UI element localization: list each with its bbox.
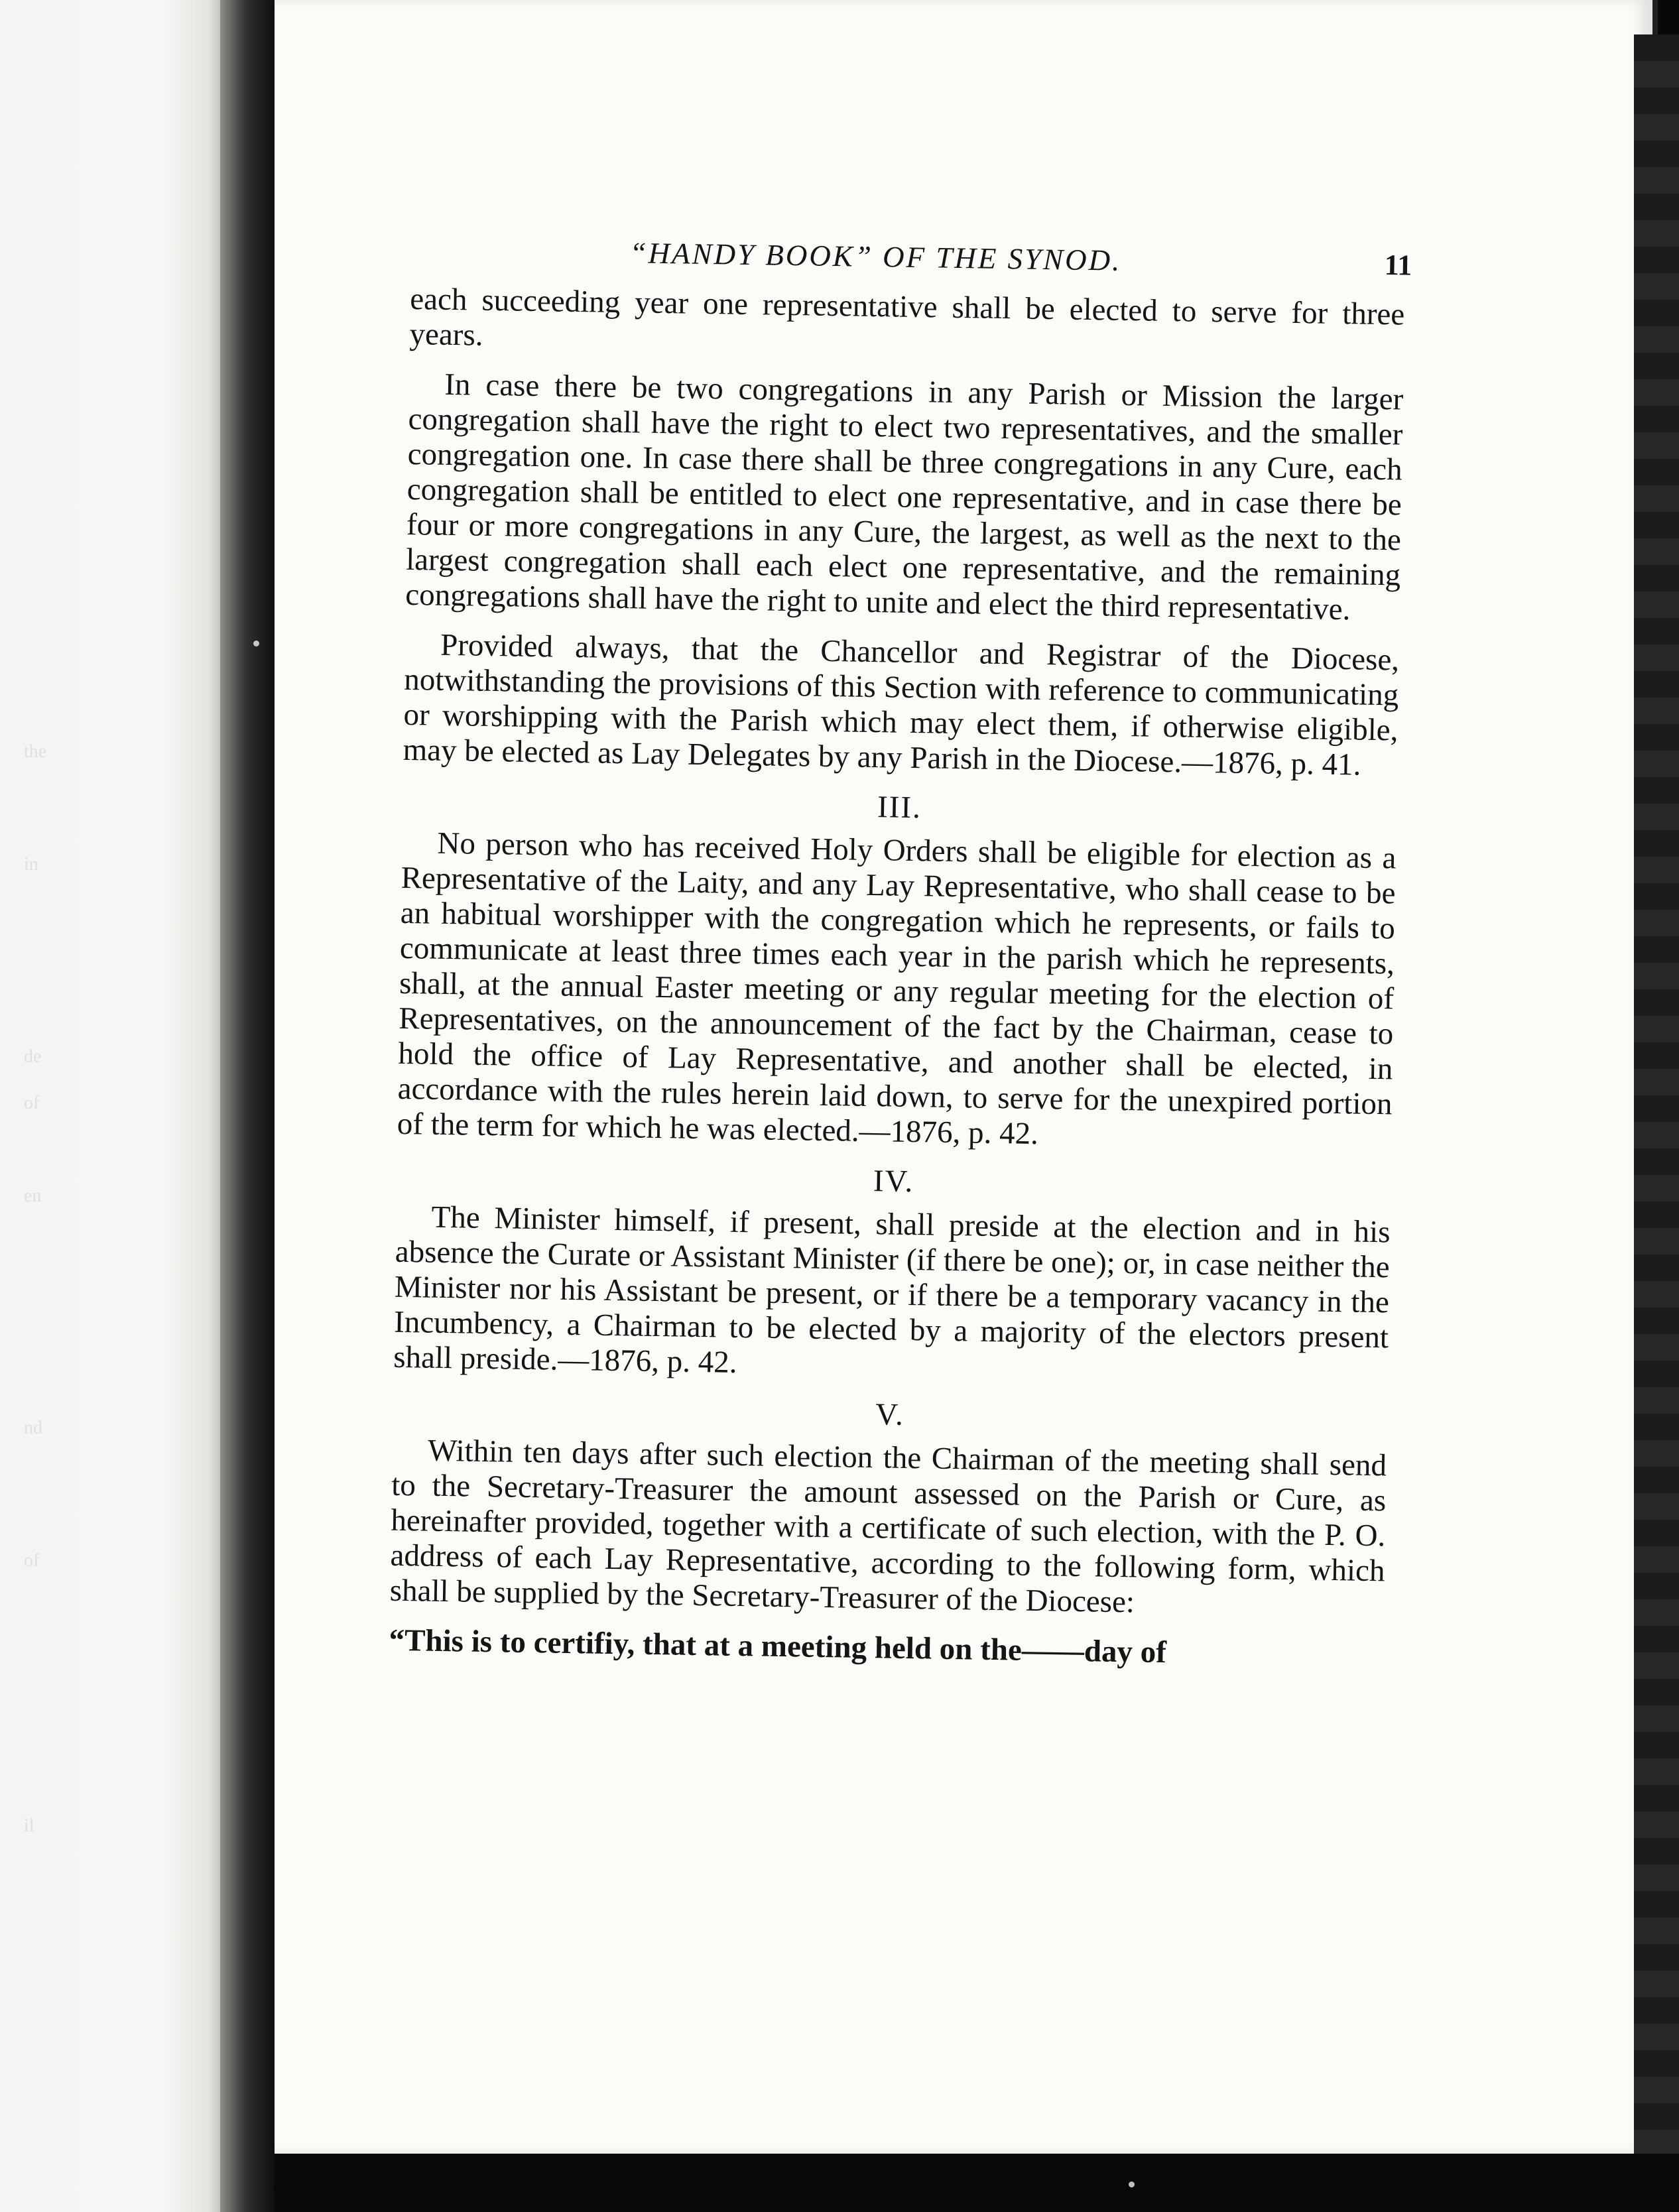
page-number: 11	[1384, 249, 1412, 282]
section-iii-text: No person who has received Holy Orders shall be eligible for election as a Representative of the Laity, and any Lay Representative, who shall cease to be an habitual worshipper with the congregation which he represents, or fails to communicate at least three times each year in the parish which he represents, shall, at the annual Easter meeting or any regular meeting for the election of Representatives, on the announcement of the fact by the Chairman, cease to hold the office of Lay Representative, and another shall be elected, in accordance with the rules herein laid down, to serve for the unexpired portion of the term for which he was elected.—1876, p. 42.	[397, 826, 1397, 1152]
section-iv-heading: IV.	[873, 1164, 914, 1199]
facing-page-show-through: de	[24, 1046, 42, 1067]
scan-speckle	[253, 641, 259, 646]
facing-page-show-through: nd	[24, 1418, 42, 1438]
facing-left-page	[0, 0, 232, 2212]
chancellor-registrar-paragraph: Provided always, that the Chancellor and Registrar of the Diocese, notwithstanding the provisions of this Section with reference to communicating or worshipping with the Parish which may elect them, if otherwise eligible, may be elected as Lay Delegates by any Parish in the Diocese.—1876, p. 41.	[403, 627, 1400, 782]
scan-speckle	[1129, 2181, 1135, 2187]
section-v-text: Within ten days after such election the Chairman of the meeting shall send to the Secretary-Treasurer the amount assessed on the Parish or Cure, as hereinafter provided, together with a certificate of such election, with the P. O. address of each Lay Representative, according to the following form, which shall be supplied by the Secretary-Treasurer of the Diocese:	[389, 1433, 1387, 1620]
certificate-form-line: “This is to certifiy, that at a meeting held on the——day of	[389, 1623, 1167, 1670]
section-iv-text: The Minister himself, if present, shall preside at the election and in his absence the Curate or Assistant Minister (if there be one); or, in case neither the Minister nor his Assistant be present, or if there be a temporary vacancy in the Incumbency, a Chairman to be elected by a majority of the electors present shall preside.—1876, p. 42.	[393, 1199, 1391, 1380]
continued-paragraph: each succeeding year one representative shall be elected to serve for three years.	[409, 281, 1405, 353]
book-binding-shadow	[220, 0, 279, 2212]
section-iii-heading: III.	[877, 790, 922, 826]
page-edge-shadow	[1634, 34, 1679, 2156]
bottom-scan-border	[275, 2154, 1679, 2212]
facing-page-show-through: of	[24, 1550, 40, 1571]
facing-page-show-through: the	[24, 741, 47, 762]
congregation-rule-paragraph: In case there be two congregations in any Parish or Mission the larger congregation shall have the right to elect two representatives, and the smaller congregation one. In case there shall be three congregations in any Cure, each congregation shall be entitled to elect one representative, and in case there be four or more congregations in any Cure, the largest, as well as the next to the largest congregation shall each elect one representative, and the remaining congregations shall have the right to unite and elect the third representative.	[404, 367, 1404, 627]
section-v-heading: V.	[875, 1397, 905, 1432]
facing-page-show-through: in	[24, 854, 38, 875]
facing-page-show-through: il	[24, 1815, 34, 1836]
running-head: “HANDY BOOK” OF THE SYNOD.	[629, 236, 1122, 277]
facing-page-show-through: of	[24, 1093, 40, 1113]
page-text-block	[389, 232, 1412, 1674]
facing-page-show-through: en	[24, 1186, 42, 1206]
